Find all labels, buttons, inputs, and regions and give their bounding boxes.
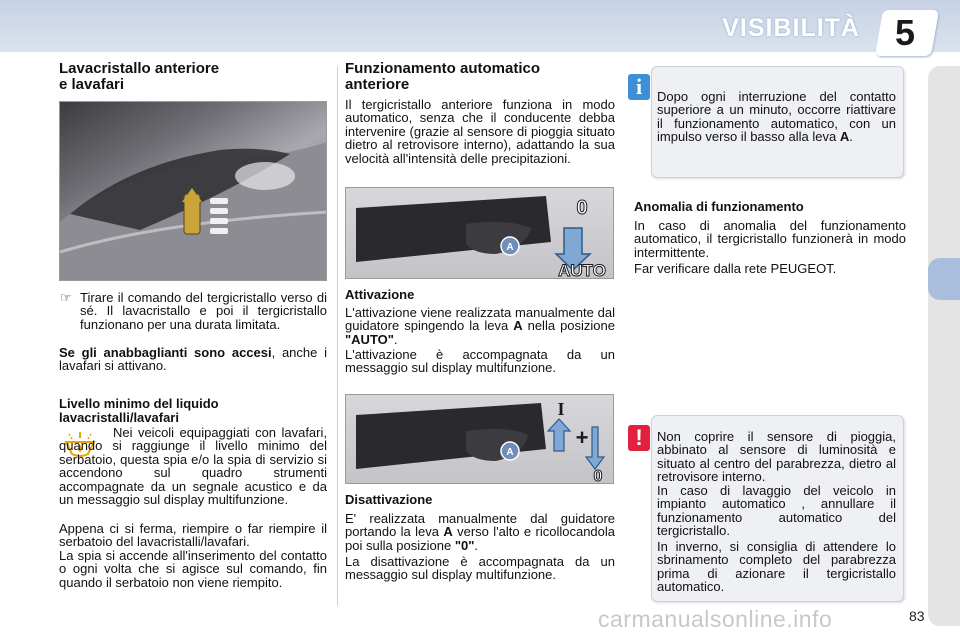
chapter-number: 5 bbox=[895, 12, 916, 53]
deactivation-display-note: La disattivazione è accompagnata da un messaggio sul display multifunzione. bbox=[345, 554, 615, 583]
position-auto-label: AUTO bbox=[558, 261, 606, 279]
exclamation-icon: ! bbox=[628, 425, 650, 451]
section-title-washer: Lavacristallo anteriore e lavafari bbox=[59, 60, 220, 93]
position-zero-label: 0 bbox=[576, 197, 588, 219]
bullet-text: Tirare il comando del tergicristallo verso di sé. Il lavacristallo e poi il tergicristallo funzionano per una durata limitata. bbox=[80, 290, 327, 332]
fault-title: Anomalia di funzionamento bbox=[634, 199, 804, 214]
warning-paragraph-winter: In inverno, si consiglia di attendere lo sbrinamento completo del parabrezza prima di azionare il tergicristallo automatico. bbox=[657, 539, 896, 595]
dipped-beam-note: Se gli anabbaglianti sono accesi, anche i lavafari si attivano. bbox=[59, 345, 327, 374]
info-icon: i bbox=[628, 74, 650, 100]
info-note-text: Dopo ogni interruzione del contatto superiore a un minuto, occorre riattivare il funzionamento automatico, con un impulso verso il basso alla leva A. bbox=[657, 89, 896, 145]
fault-text: In caso di anomalia del funzionamento automatico, il tergicristallo funzionerà in modo intermittente. bbox=[634, 218, 906, 260]
chapter-tab-active[interactable] bbox=[928, 258, 960, 300]
position-zero-label: 0 bbox=[593, 468, 603, 484]
deactivation-text: E' realizzata manualmente dal guidatore portando la leva A verso l'alto e ricollocandola poi sulla posizione "0". bbox=[345, 511, 616, 553]
refill-paragraph: Appena ci si ferma, riempire o far riempire il serbatoio del lavacristalli/lavafari. bbox=[59, 521, 327, 550]
svg-text:+: + bbox=[575, 425, 589, 450]
pointing-hand-icon: ☞ bbox=[60, 290, 72, 305]
deactivation-title: Disattivazione bbox=[345, 492, 433, 507]
chapter-tab-strip bbox=[928, 66, 960, 626]
lever-a-label: A bbox=[506, 447, 514, 458]
section-title-fluid-level: Livello minimo del liquido lavacristalli/lavafari bbox=[59, 396, 219, 425]
wiper-stalk-off-photo bbox=[345, 394, 614, 484]
watermark: carmanualsonline.info bbox=[598, 606, 833, 632]
auto-wipe-intro: Il tergicristallo anteriore funziona in modo automatico, senza che il conducente debba intervenire (grazie al sensore di pioggia situato dietro al retrovisore interno), adattando la sua velocità all'intensità delle precipitazioni. bbox=[345, 97, 615, 166]
page-title: VISIBILITÀ bbox=[722, 14, 860, 42]
activation-text: L'attivazione viene realizzata manualmente dal guidatore spingendo la leva A nella posizione "AUTO". bbox=[345, 305, 615, 347]
column-divider bbox=[337, 66, 338, 606]
fluid-level-paragraph: Nei veicoli equipaggiati con lavafari, quando si raggiunge il livello minimo del serbatoio, questa spia e/o la spia di servizio si accendono sul quadro strumenti accompagnate da un segnale acustico e da un messaggio sul display multifunzione. bbox=[59, 425, 327, 508]
warning-lamp-paragraph: La spia si accende all'inserimento del contatto o ogni volta che si agisce sul comando, fin quando il serbatoio non viene riempito. bbox=[59, 548, 327, 590]
wiper-stalk-auto-photo bbox=[345, 187, 614, 279]
fault-check-text: Far verificare dalla rete PEUGEOT. bbox=[634, 261, 837, 276]
section-title-auto-wipe: Funzionamento automatico anteriore bbox=[345, 60, 540, 93]
warning-paragraph-car-wash: In caso di lavaggio del veicolo in impianto automatico , annullare il funzionamento automatico del tergicristallo. bbox=[657, 483, 896, 539]
activation-display-note: L'attivazione è accompagnata da un messaggio sul display multifunzione. bbox=[345, 347, 615, 376]
page-number: 83 bbox=[909, 608, 925, 624]
position-one-label: I bbox=[557, 399, 565, 419]
lever-a-label: A bbox=[506, 242, 514, 253]
car-front-illustration bbox=[60, 102, 327, 281]
headlamp-washer-photo bbox=[59, 101, 327, 281]
warning-paragraph-rain-sensor: Non coprire il sensore di pioggia, abbinato al sensore di luminosità e situato al centro del parabrezza, dietro al retrovisore interno. bbox=[657, 429, 896, 485]
activation-title: Attivazione bbox=[345, 287, 415, 302]
